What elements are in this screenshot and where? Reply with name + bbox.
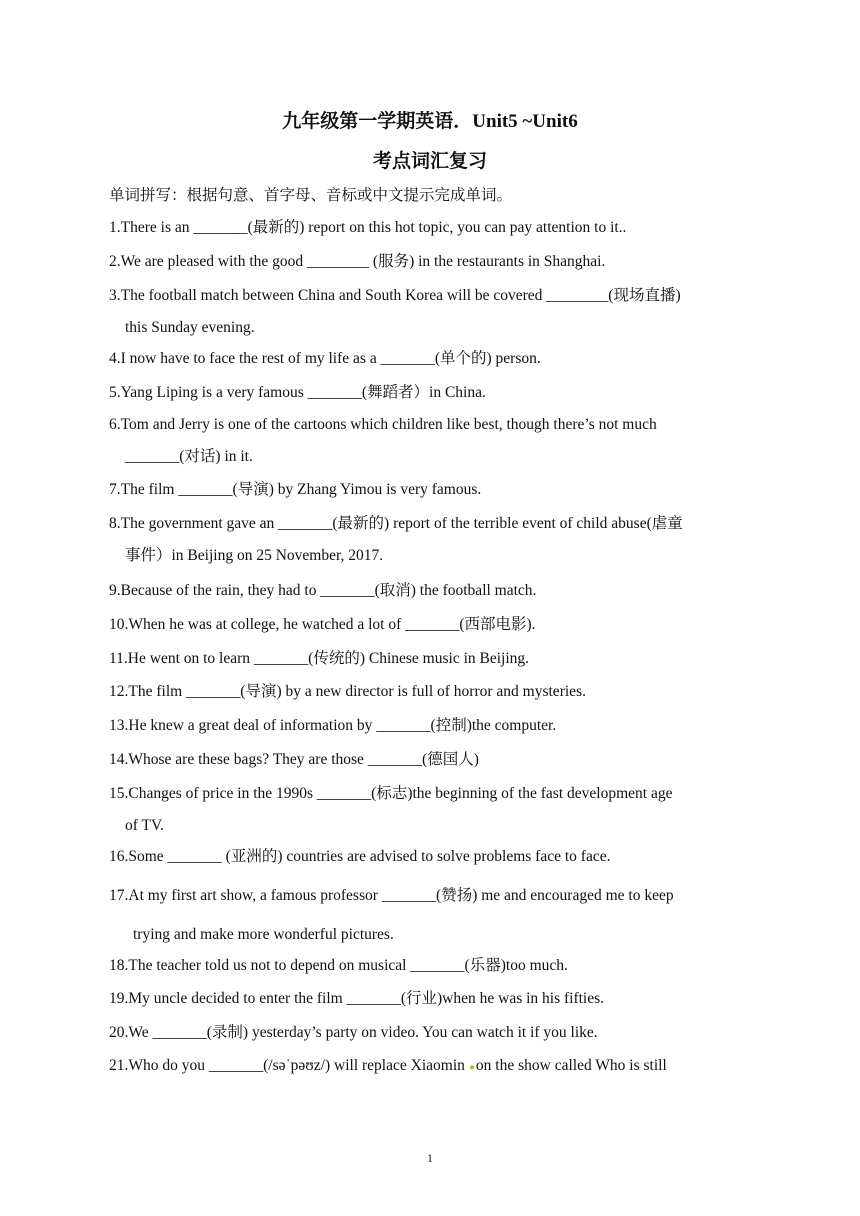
- question-item: 14.Whose are these bags? They are those _______(德国人): [109, 751, 479, 768]
- question-item: 4.I now have to face the rest of my life as a _______(单个的) person.: [109, 350, 541, 367]
- question-item: 2.We are pleased with the good ________ (服务) in the restaurants in Shanghai.: [109, 253, 606, 270]
- question-item: 1.There is an _______(最新的) report on this hot topic, you can pay attention to it..: [109, 219, 627, 236]
- question-item: 9.Because of the rain, they had to _______(取消) the football match.: [109, 582, 537, 599]
- question-item: 16.Some _______ (亚洲的) countries are advised to solve problems face to face.: [109, 848, 611, 865]
- question-item: 20.We _______(录制) yesterday’s party on video. You can watch it if you like.: [109, 1024, 598, 1041]
- question-item: 8.The government gave an _______(最新的) report of the terrible event of child abuse(虐童 事件）in Beijing on 25 November, 2017.: [109, 515, 683, 564]
- question-item: 13.He knew a great deal of information by _______(控制)the computer.: [109, 717, 557, 734]
- question-item: 11.He went on to learn _______(传统的) Chinese music in Beijing.: [109, 650, 530, 667]
- page-subtitle: 考点词汇复习: [372, 151, 487, 172]
- page-title: 九年级第一学期英语．Unit5 ~Unit6: [282, 111, 578, 132]
- marker-dot-icon: ●: [468, 1062, 475, 1073]
- question-item: 18.The teacher told us not to depend on musical _______(乐器)too much.: [109, 957, 568, 974]
- question-item: 12.The film _______(导演) by a new director is full of horror and mysteries.: [109, 683, 586, 700]
- question-item: 5.Yang Liping is a very famous _______(舞蹈者）in China.: [109, 384, 486, 401]
- question-item: 15.Changes of price in the 1990s _______(标志)the beginning of the fast development age of TV.: [109, 785, 673, 834]
- question-item: 6.Tom and Jerry is one of the cartoons which children like best, though there’s not much _______(对话) in it.: [109, 416, 657, 465]
- question-item: 21.Who do you _______(/səˈpəʊz/) will replace Xiaomin ●on the show called Who is still: [109, 1057, 667, 1074]
- instruction-text: 单词拼写：根据句意、首字母、音标或中文提示完成单词。: [109, 187, 513, 204]
- question-item: 17.At my first art show, a famous professor _______(赞扬) me and encouraged me to keep trying and make more wonderful pictures.: [109, 887, 674, 943]
- question-item: 3.The football match between China and South Korea will be covered ________(现场直播) this Sunday evening.: [109, 287, 681, 336]
- question-item: 10.When he was at college, he watched a lot of _______(西部电影).: [109, 616, 536, 633]
- question-item: 19.My uncle decided to enter the film _______(行业)when he was in his fifties.: [109, 990, 605, 1007]
- page-number: 1: [427, 1151, 433, 1165]
- question-item: 7.The film _______(导演) by Zhang Yimou is very famous.: [109, 481, 482, 498]
